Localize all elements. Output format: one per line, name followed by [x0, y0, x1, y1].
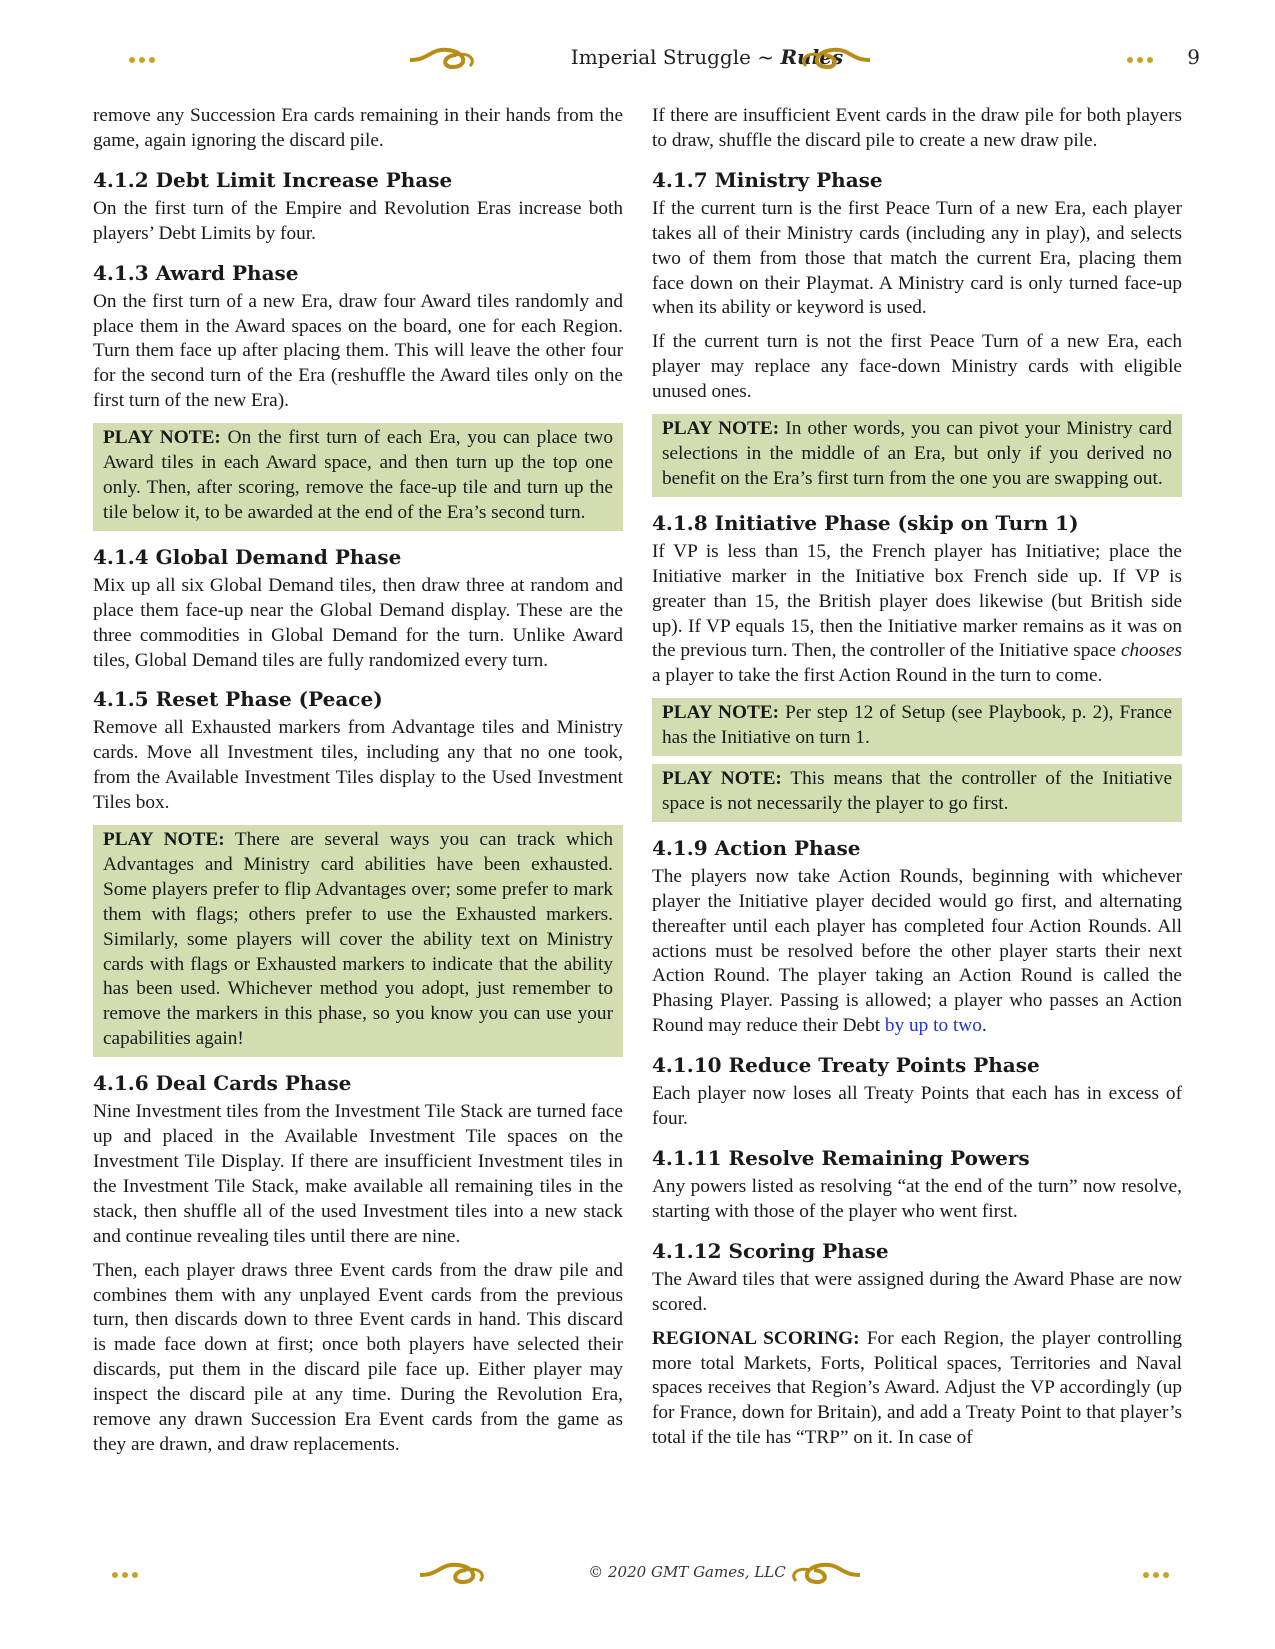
paragraph: If there are insufficient Event cards in the draw pile for both players to draw, shuffle the discard pile to create a new draw pile.: [652, 105, 1182, 151]
play-note-label: PLAY NOTE:: [662, 768, 782, 790]
play-note-box: [93, 423, 623, 531]
play-note-label: PLAY NOTE:: [662, 702, 780, 724]
by-up-to-two-link[interactable]: by up to two: [884, 1015, 982, 1037]
page-footer: [110, 1555, 1180, 1595]
paragraph: If the current turn is the first Peace Turn of a new Era, each player takes all of their Ministry cards (including any in play), and selects two of them from those that match the current Era, placing them face down on their Playmat. A Ministry card is only turned face-up when its ability or keyword is used.: [652, 197, 1182, 319]
paragraph: REGIONAL SCORING: For each Region, the player controlling more total Markets, Forts, Political spaces, Territories and Naval spaces receives that Region’s Award. Adjust the VP accordingly (up for France, down for Britain), and add a Treaty Point to that player’s total if the tile has “TRP” on it. In case of: [652, 1327, 1182, 1449]
play-note-label: PLAY NOTE:: [103, 829, 225, 851]
section-heading: 4.1.4 Global Demand Phase: [93, 544, 402, 569]
section-heading: 4.1.3 Award Phase: [93, 260, 299, 285]
play-note-box: [93, 825, 623, 1057]
paragraph: On the first turn of a new Era, draw four Award tiles randomly and place them in the Award spaces on the board, one for each Region. Turn them face up after placing them. This will leave the other four for the second turn of the Era (reshuffle the Award tiles only on the first turn of the new Era).: [93, 290, 623, 412]
paragraph: The Award tiles that were assigned during the Award Phase are now scored.: [652, 1268, 1182, 1315]
section-heading: 4.1.10 Reduce Treaty Points Phase: [652, 1053, 1040, 1078]
page-number: 9: [1187, 45, 1200, 69]
play-note-box: [652, 698, 1182, 756]
left-footer-ornament: [110, 1555, 510, 1595]
right-header-ornament: [780, 40, 1170, 80]
emphasis-chooses: chooses: [1120, 640, 1182, 662]
play-note-box: [652, 764, 1182, 822]
play-note-text: There are several ways you can track which Advantages and Ministry card abilities have been exhausted. Some players prefer to flip Advantages over; some prefer to mark them with flags; others prefer to use the Exhausted markers. Similarly, some players will cover the ability text on Ministry cards with flags or Exhausted markers to indicate that the ability has been used. Whichever method you adopt, just remember to remove the markers in this phase, so you know you can use your capabilities again!: [103, 829, 614, 1050]
section-heading: 4.1.2 Debt Limit Increase Phase: [93, 167, 453, 192]
section-heading: 4.1.5 Reset Phase (Peace): [93, 687, 383, 712]
paragraph: remove any Succession Era cards remaining in their hands from the game, again ignoring the discard pile.: [93, 105, 623, 151]
paragraph: Each player now loses all Treaty Points that each has in excess of four.: [652, 1083, 1182, 1130]
section-heading: 4.1.7 Ministry Phase: [652, 167, 883, 192]
paragraph: Remove all Exhausted markers from Advantage tiles and Ministry cards. Move all Investment tiles, including any that no one took, from the Available Investment Tiles display to the Used Investment Tiles box.: [93, 717, 623, 814]
section-heading: 4.1.6 Deal Cards Phase: [93, 1071, 352, 1096]
paragraph: Nine Investment tiles from the Investment Tile Stack are turned face up and placed in the Available Investment Tile spaces on the Investment Tile Display. If there are insufficient Investment tiles in the Investment Tile Stack, make available all remaining tiles in the stack, then shuffle all of the used Investment tiles into a new stack and continue revealing tiles until there are nine.: [93, 1101, 623, 1247]
play-note-text: In other words, you can pivot your Ministry card selections in the middle of an Era, but only if you derived no benefit on the Era’s first turn from the one you are swapping out.: [662, 418, 1172, 489]
play-note-label: PLAY NOTE:: [662, 418, 780, 440]
paragraph: On the first turn of the Empire and Revolution Eras increase both players’ Debt Limits by four.: [93, 197, 623, 244]
left-column: [93, 104, 623, 1467]
paragraph: Any powers listed as resolving “at the end of the turn” now resolve, starting with those of the player who went first.: [652, 1176, 1182, 1222]
left-header-ornament: [110, 40, 500, 80]
section-heading: 4.1.9 Action Phase: [652, 835, 861, 860]
copyright-text: © 2020 GMT Games, LLC: [588, 1563, 786, 1581]
page-header: [110, 40, 1200, 80]
paragraph: If VP is less than 15, the French player has Initiative; place the Initiative marker in the Initiative box French side up. If VP is greater than 15, the British player does likewise (but British side up). If VP equals 15, then the Initiative marker remains as it was on the previous turn. Then, the controller of the Initiative space chooses a player to take the first Action Round in the turn to come.: [652, 540, 1182, 687]
regional-scoring-label: REGIONAL SCORING:: [652, 1327, 860, 1349]
play-note-box: [652, 414, 1182, 497]
play-note-text: Per step 12 of Setup (see Playbook, p. 2), France has the Initiative on turn 1.: [662, 702, 1172, 749]
right-column: [652, 104, 1182, 1460]
right-footer-ornament: [770, 1555, 1180, 1595]
header-title: Imperial Struggle ~ Rules: [570, 45, 844, 69]
paragraph: Then, each player draws three Event cards from the draw pile and combines them with any unplayed Event cards from the previous turn, then discards down to three Event cards in hand. This discard is made face down at first; once both players have selected their discards, put them in the discard pile face up. Either player may inspect the discard pile at any time. During the Revolution Era, remove any drawn Succession Era Event cards from the game as they are drawn, and draw replacements.: [93, 1259, 623, 1455]
section-heading: 4.1.11 Resolve Remaining Powers: [652, 1146, 1030, 1170]
paragraph: Mix up all six Global Demand tiles, then draw three at random and place them face-up near the Global Demand display. These are the three commodities in Global Demand for the turn. Unlike Award tiles, Global Demand tiles are fully randomized every turn.: [93, 574, 623, 671]
section-heading: 4.1.12 Scoring Phase: [652, 1238, 889, 1263]
paragraph: If the current turn is not the first Peace Turn of a new Era, each player may replace any face-down Ministry cards with eligible unused ones.: [652, 331, 1182, 403]
play-note-text: On the first turn of each Era, you can place two Award tiles in each Award space, and then turn up the top one only. Then, after scoring, remove the face-up tile and turn up the tile below it, to be awarded at the end of the Era’s second turn.: [103, 427, 613, 523]
play-note-label: PLAY NOTE:: [103, 427, 221, 449]
play-note-text: This means that the controller of the Initiative space is not necessarily the player to go first.: [662, 768, 1172, 814]
paragraph: The players now take Action Rounds, beginning with whichever player the Initiative player decided would go first, and alternating thereafter until each player has completed four Action Rounds. All actions must be resolved before the other player starts their next Action Round. The player taking an Action Round is called the Phasing Player. Passing is allowed; a player who passes an Action Round may reduce their Debt by up to two.: [652, 865, 1182, 1037]
section-heading: 4.1.8 Initiative Phase (skip on Turn 1): [652, 510, 1079, 535]
